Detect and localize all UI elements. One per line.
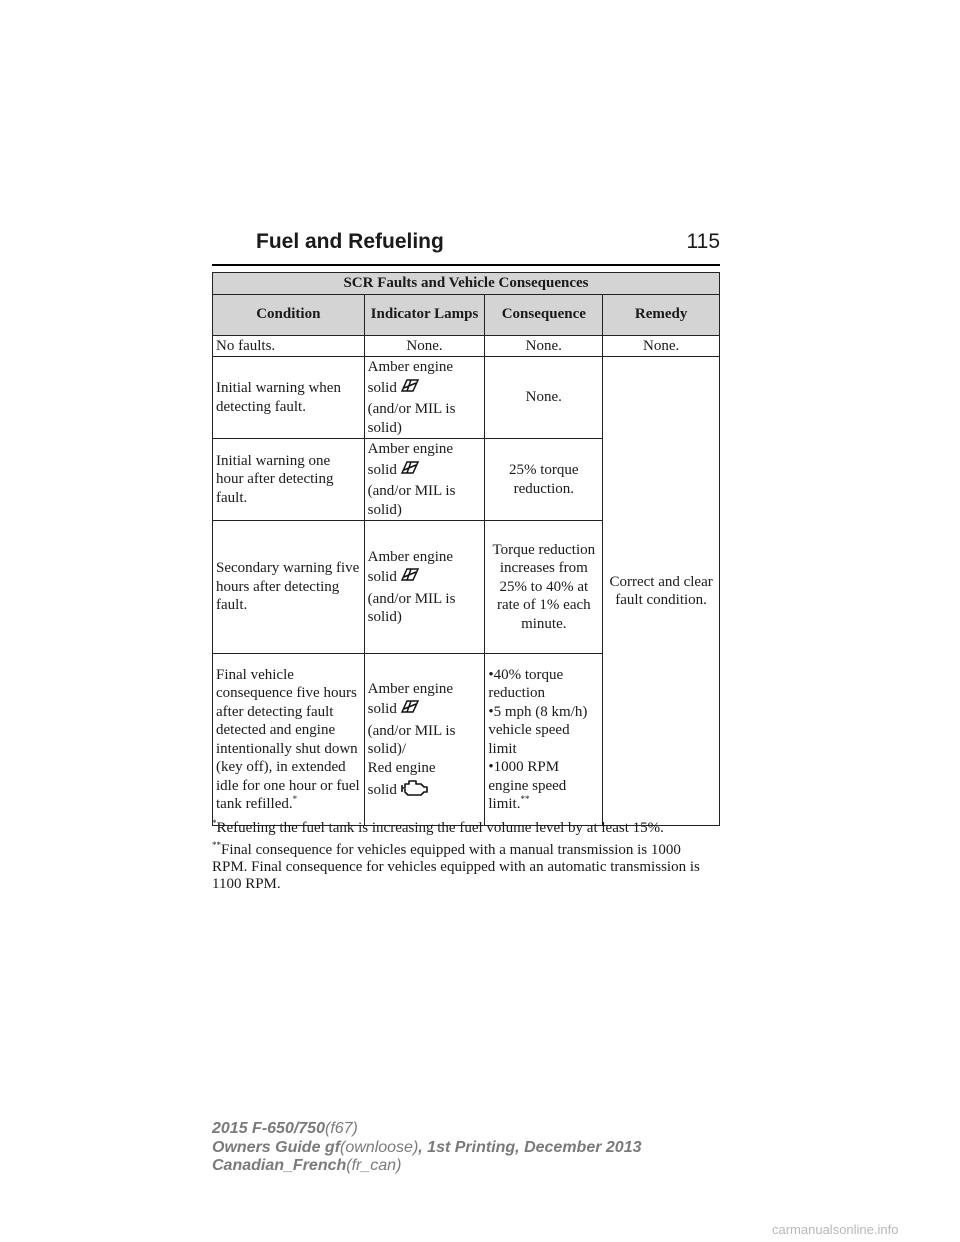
footnote-1 (212, 820, 720, 837)
condition-text: Final vehicle consequence five hours after detecting fault detected and engine intentionally shut down (key off), in extended idle for one hour or fuel tank refilled. (216, 666, 360, 812)
footnote-text: Final consequence for vehicles equipped with a manual transmission is 1000 RPM. Final consequence for vehicles equipped with an automatic transmission is 1100 RPM. (212, 842, 700, 892)
row-consequence (485, 654, 603, 826)
table-row (213, 357, 720, 439)
lamp-red-text: Red engine (367, 759, 436, 776)
page-header (212, 228, 720, 266)
row-condition: No faults. (213, 335, 365, 357)
footer-line-3 (212, 1157, 772, 1176)
lamp-solid-label: solid (367, 569, 397, 585)
row-remedy: None. (603, 335, 720, 357)
scr-faults-table (212, 272, 720, 826)
row-indicator: None. (364, 335, 485, 357)
table-title: SCR Faults and Vehicle Consequences (213, 273, 720, 295)
lamp-text: Amber engine (367, 548, 454, 565)
footnote-mark: ** (520, 794, 530, 804)
footnote-2 (212, 842, 720, 893)
row-consequence: None. (485, 335, 603, 357)
consequence-rpm (488, 758, 599, 814)
lamp-mil: (and/or MIL is solid) (367, 401, 456, 436)
page-footer (212, 1120, 772, 1176)
page-number: 115 (686, 230, 720, 253)
column-header-condition: Condition (213, 294, 365, 335)
footnote-mark: * (212, 818, 217, 828)
consequence-speed: •5 mph (8 km/h) vehicle speed limit (488, 703, 588, 757)
lamp-solid (368, 377, 482, 398)
footnote-mark: ** (212, 840, 221, 850)
lamp-text: Amber engine (367, 680, 454, 697)
scr-warning-icon (399, 459, 421, 477)
check-engine-icon (399, 777, 429, 797)
row-condition (213, 654, 365, 826)
section-title: Fuel and Refueling (256, 230, 444, 253)
lamp-solid-label: solid (367, 782, 397, 798)
footer-guide: Owners Guide gf (212, 1138, 341, 1156)
footnotes (212, 820, 720, 898)
footer-code: (f67) (324, 1120, 358, 1137)
lamp-solid (368, 566, 482, 587)
consequence-torque: •40% torque reduction (488, 666, 564, 701)
scr-warning-icon (399, 377, 421, 395)
footer-printing: , 1st Printing, December 2013 (418, 1138, 642, 1156)
scr-warning-icon (399, 566, 421, 584)
row-condition: Initial warning when detecting fault. (213, 357, 365, 439)
footer-language: Canadian_French (212, 1157, 347, 1174)
lamp-solid (368, 459, 482, 480)
remedy-merged: Correct and clear fault condition. (603, 357, 720, 826)
lamp-mil: (and/or MIL is solid)/ (367, 722, 456, 757)
watermark: carmanualsonline.info (772, 1222, 899, 1237)
row-consequence: 25% torque reduction. (485, 439, 603, 521)
row-consequence: None. (485, 357, 603, 439)
lamp-solid-label: solid (367, 461, 397, 478)
footer-model: 2015 F-650/750 (212, 1120, 325, 1137)
table-row (213, 335, 720, 357)
row-indicator (364, 357, 485, 439)
column-header-remedy: Remedy (603, 294, 720, 335)
row-indicator (364, 521, 485, 654)
column-header-consequence: Consequence (485, 294, 603, 335)
row-condition: Initial warning one hour after detecting fault. (213, 439, 365, 521)
lamp-solid-label: solid (367, 379, 397, 396)
row-consequence: Torque reduction increases from 25% to 40% at rate of 1% each minute. (485, 521, 603, 654)
lamp-text: Amber engine (367, 441, 454, 457)
lamp-mil: (and/or MIL is solid) (367, 590, 456, 625)
lamp-text: Amber engine (367, 359, 454, 375)
lamp-solid (368, 698, 482, 719)
row-indicator (364, 654, 485, 826)
footer-binding: (ownloose) (340, 1138, 419, 1156)
footer-line-1 (212, 1120, 772, 1139)
scr-warning-icon (399, 698, 421, 716)
row-indicator (364, 439, 485, 521)
footnote-mark: * (292, 794, 298, 804)
lamp-solid-label: solid (367, 701, 397, 717)
consequence-rpm-text: •1000 RPM engine speed limit. (488, 759, 567, 812)
lamp-mil: (and/or MIL is solid) (367, 483, 456, 518)
column-header-indicator: Indicator Lamps (364, 294, 485, 335)
row-condition: Secondary warning five hours after detecting fault. (213, 521, 365, 654)
footnote-text: Refueling the fuel tank is increasing the fuel volume level by at least 15%. (216, 820, 664, 836)
footer-locale: (fr_can) (346, 1157, 402, 1174)
lamp-red-solid (368, 777, 482, 800)
footer-line-2 (212, 1139, 772, 1158)
